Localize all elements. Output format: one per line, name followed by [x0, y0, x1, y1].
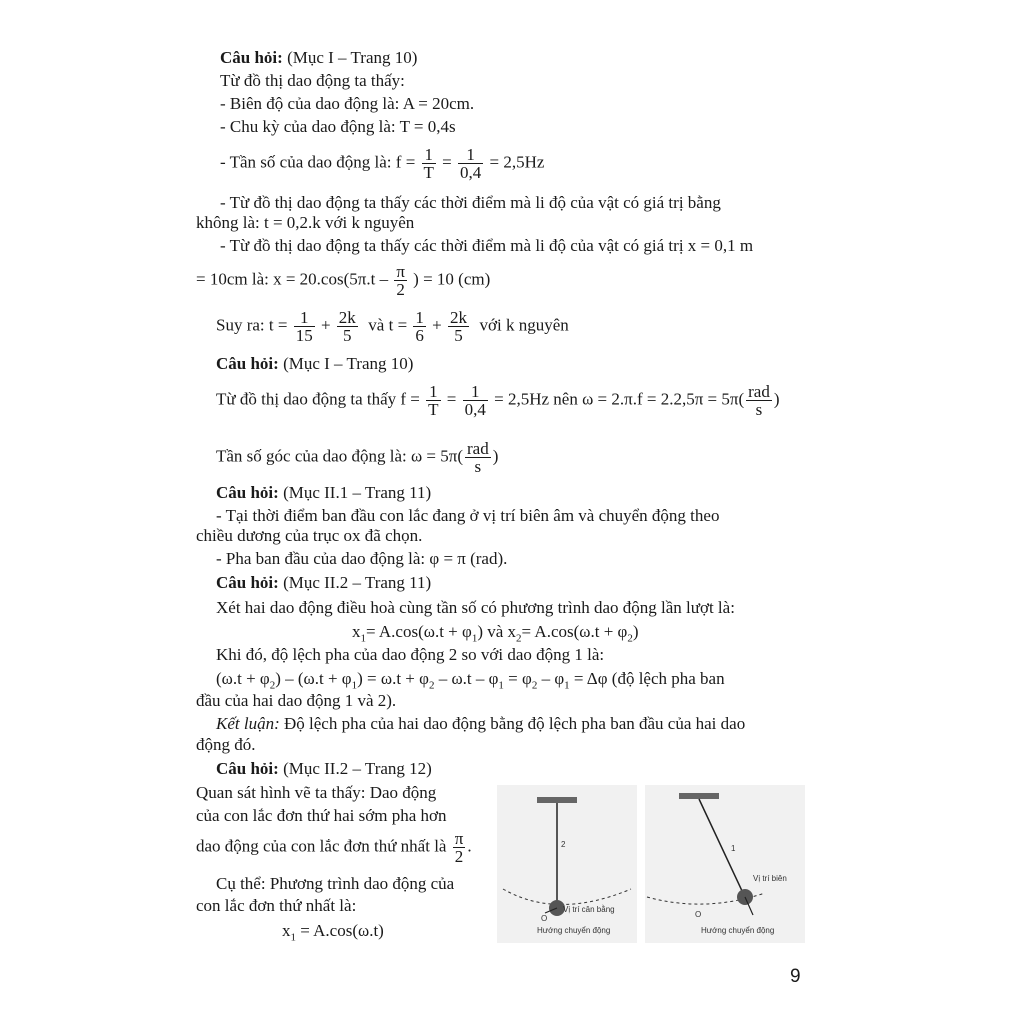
q5-heading-line: Câu hỏi: (Mục II.2 – Trang 12) — [216, 759, 432, 778]
fraction-rad-over-s-b: $\frac{\text{rad}}{s}$ — [467, 439, 489, 476]
fraction-1-over-0-4-b: $\frac{1}{0,4}$ — [464, 382, 486, 419]
q1-heading-line — [220, 48, 417, 68]
pendulum-support — [679, 793, 719, 799]
fraction-1-over-15: $\frac{1}{15}$ — [295, 308, 313, 345]
q5-heading: Câu hỏi: — [216, 759, 279, 778]
q3-line1: - Tại thời điểm ban đầu con lắc đang ở vị trí biên âm và chuyển động theo — [216, 506, 720, 525]
equilibrium-o-label: O — [541, 914, 548, 923]
q2-heading: Câu hỏi: — [216, 354, 279, 373]
q4-heading: Câu hỏi: — [216, 573, 279, 592]
q5-line3: dao động của con lắc đơn thứ nhất là $\frac{\pi}{2}$ . — [196, 829, 472, 866]
q4-line3: Khi đó, độ lệch pha của dao động 2 so với dao động 1 là: — [216, 645, 605, 664]
q5-line2: của con lắc đơn thứ hai sớm pha hơn — [196, 806, 447, 825]
equilibrium-position-label: Vị trí cân bằng — [563, 905, 615, 914]
q5-line1: Quan sát hình vẽ ta thấy: Dao động — [196, 783, 437, 802]
conclusion-label: Kết luận: — [216, 714, 280, 733]
q3-line3: - Pha ban đầu của dao động là: φ = π (rad). — [216, 549, 508, 568]
q4-phase-difference: $(\omega.t + \varphi_2) - (\omega.t + \varphi_1) = \omega.t + \varphi_2 - \omega.t - \varphi_1 = \varphi_2 - \varphi_1 = \Delta\varphi$ (độ lệch pha ban — [216, 669, 725, 692]
pendulum-support — [537, 797, 577, 803]
q1-period: - Chu kỳ của dao động là: T = 0,4s — [220, 117, 456, 136]
q4-conclusion-line2: động đó. — [196, 735, 256, 754]
q3-line2: chiều dương của trục ox đã chọn. — [196, 526, 423, 545]
q4-line5: đầu của hai dao động 1 và 2). — [196, 691, 397, 710]
q1-x01-line1: - Từ đồ thị dao động ta thấy các thời điểm mà li độ của vật có giá trị x = 0,1 m — [220, 236, 754, 255]
q3-heading: Câu hỏi: — [216, 483, 279, 502]
q1-ref: (Mục I – Trang 10) — [287, 48, 418, 67]
q2-angular-frequency-line: Tần số góc của dao động là: ω = 5π( $\frac{\text{rad}}{s}$ ) — [216, 439, 499, 476]
pendulum-figure-right — [645, 785, 805, 943]
string-label: 1 — [731, 844, 736, 853]
q1-x01-line2: = 10cm là: x = 20.cos(5π.t – $\frac{\pi}{2}$ ) = 10 (cm) — [196, 262, 491, 299]
equilibrium-o-label: O — [695, 910, 702, 919]
pendulum-string — [699, 799, 743, 893]
fraction-2k-over-5-b: $\frac{2k}{5}$ — [450, 308, 467, 345]
q1-zero-times-line2: không là: t = 0,2.k với k nguyên — [196, 213, 415, 232]
q1-freq-result: = 2,5Hz — [489, 152, 545, 172]
q4-line1: Xét hai dao động điều hoà cùng tần số có phương trình dao động lần lượt là: — [216, 598, 735, 617]
fraction-1-over-0-4: $\frac{1}{0,4}$ — [460, 145, 482, 182]
fraction-1-over-6: $\frac{1}{6}$ — [415, 308, 424, 345]
q1-heading: Câu hỏi: — [220, 48, 283, 67]
q4-heading-line: Câu hỏi: (Mục II.2 – Trang 11) — [216, 573, 432, 592]
page-number: 9 — [790, 966, 801, 987]
fraction-pi-over-2: $\frac{\pi}{2}$ — [396, 262, 405, 299]
pendulum-figure-left — [497, 785, 637, 943]
q1-zero-times-line1: - Từ đồ thị dao động ta thấy các thời điểm mà li độ của vật có giá trị bằng — [220, 193, 721, 212]
fraction-2k-over-5: $\frac{2k}{5}$ — [338, 308, 356, 345]
q5-line5: con lắc đơn thứ nhất là: — [196, 896, 357, 915]
q2-heading-line: Câu hỏi: (Mục I – Trang 10) — [216, 354, 414, 373]
q2-omega-line: Từ đồ thị dao động ta thấy f = $\frac{1}{T}$ = $\frac{1}{0,4}$ = 2,5Hz nên ω = 2.π.f = 2.2,5π = 5π( $\frac{\text{rad}}{s}$ ) — [216, 382, 780, 419]
q1-freq-prefix: - Tần số của dao động là: f = — [220, 152, 416, 172]
q5-line4: Cụ thể: Phương trình dao động của — [216, 874, 455, 893]
q4-conclusion: Kết luận: Độ lệch pha của hai dao động bằng độ lệch pha ban đầu của hai dao — [216, 714, 746, 733]
fraction-1-over-T-b: $\frac{1}{T}$ — [428, 382, 439, 419]
direction-label-right: Hướng chuyển động — [701, 926, 775, 935]
swing-arc — [503, 889, 631, 905]
q1-amplitude: - Biên độ của dao động là: A = 20cm. — [220, 94, 475, 113]
extreme-position-label: Vị trí biên — [753, 874, 787, 883]
fraction-pi-over-2-b: $\frac{\pi}{2}$ — [454, 829, 464, 866]
direction-label-left: Hướng chuyển động — [537, 926, 611, 935]
q3-heading-line: Câu hỏi: (Mục II.1 – Trang 11) — [216, 483, 432, 502]
q1-suy-ra-line: Suy ra: t = $\frac{1}{15}$ + $\frac{2k}{5}$ và t = $\frac{1}{6}$ + $\frac{2k}{5}$ với k nguyên — [216, 308, 569, 345]
q1-intro: Từ đồ thị dao động ta thấy: — [220, 71, 405, 90]
fraction-1-over-T: $\frac{1}{T}$ — [423, 145, 434, 182]
q1-frequency-line: - Tần số của dao động là: f = $\frac{1}{T}$ = $\frac{1}{0,4}$ = 2,5Hz — [220, 145, 545, 182]
fraction-rad-over-s: $\frac{\text{rad}}{s}$ — [748, 382, 770, 419]
string-label: 2 — [561, 840, 566, 849]
q5-equation: $x_1 = A.\cos(\omega.t)$ — [282, 921, 384, 944]
q4-equations: $x_1= A.\cos(\omega.t + \varphi_1)$ và $x_2= A.\cos(\omega.t + \varphi_2)$ — [352, 622, 639, 645]
